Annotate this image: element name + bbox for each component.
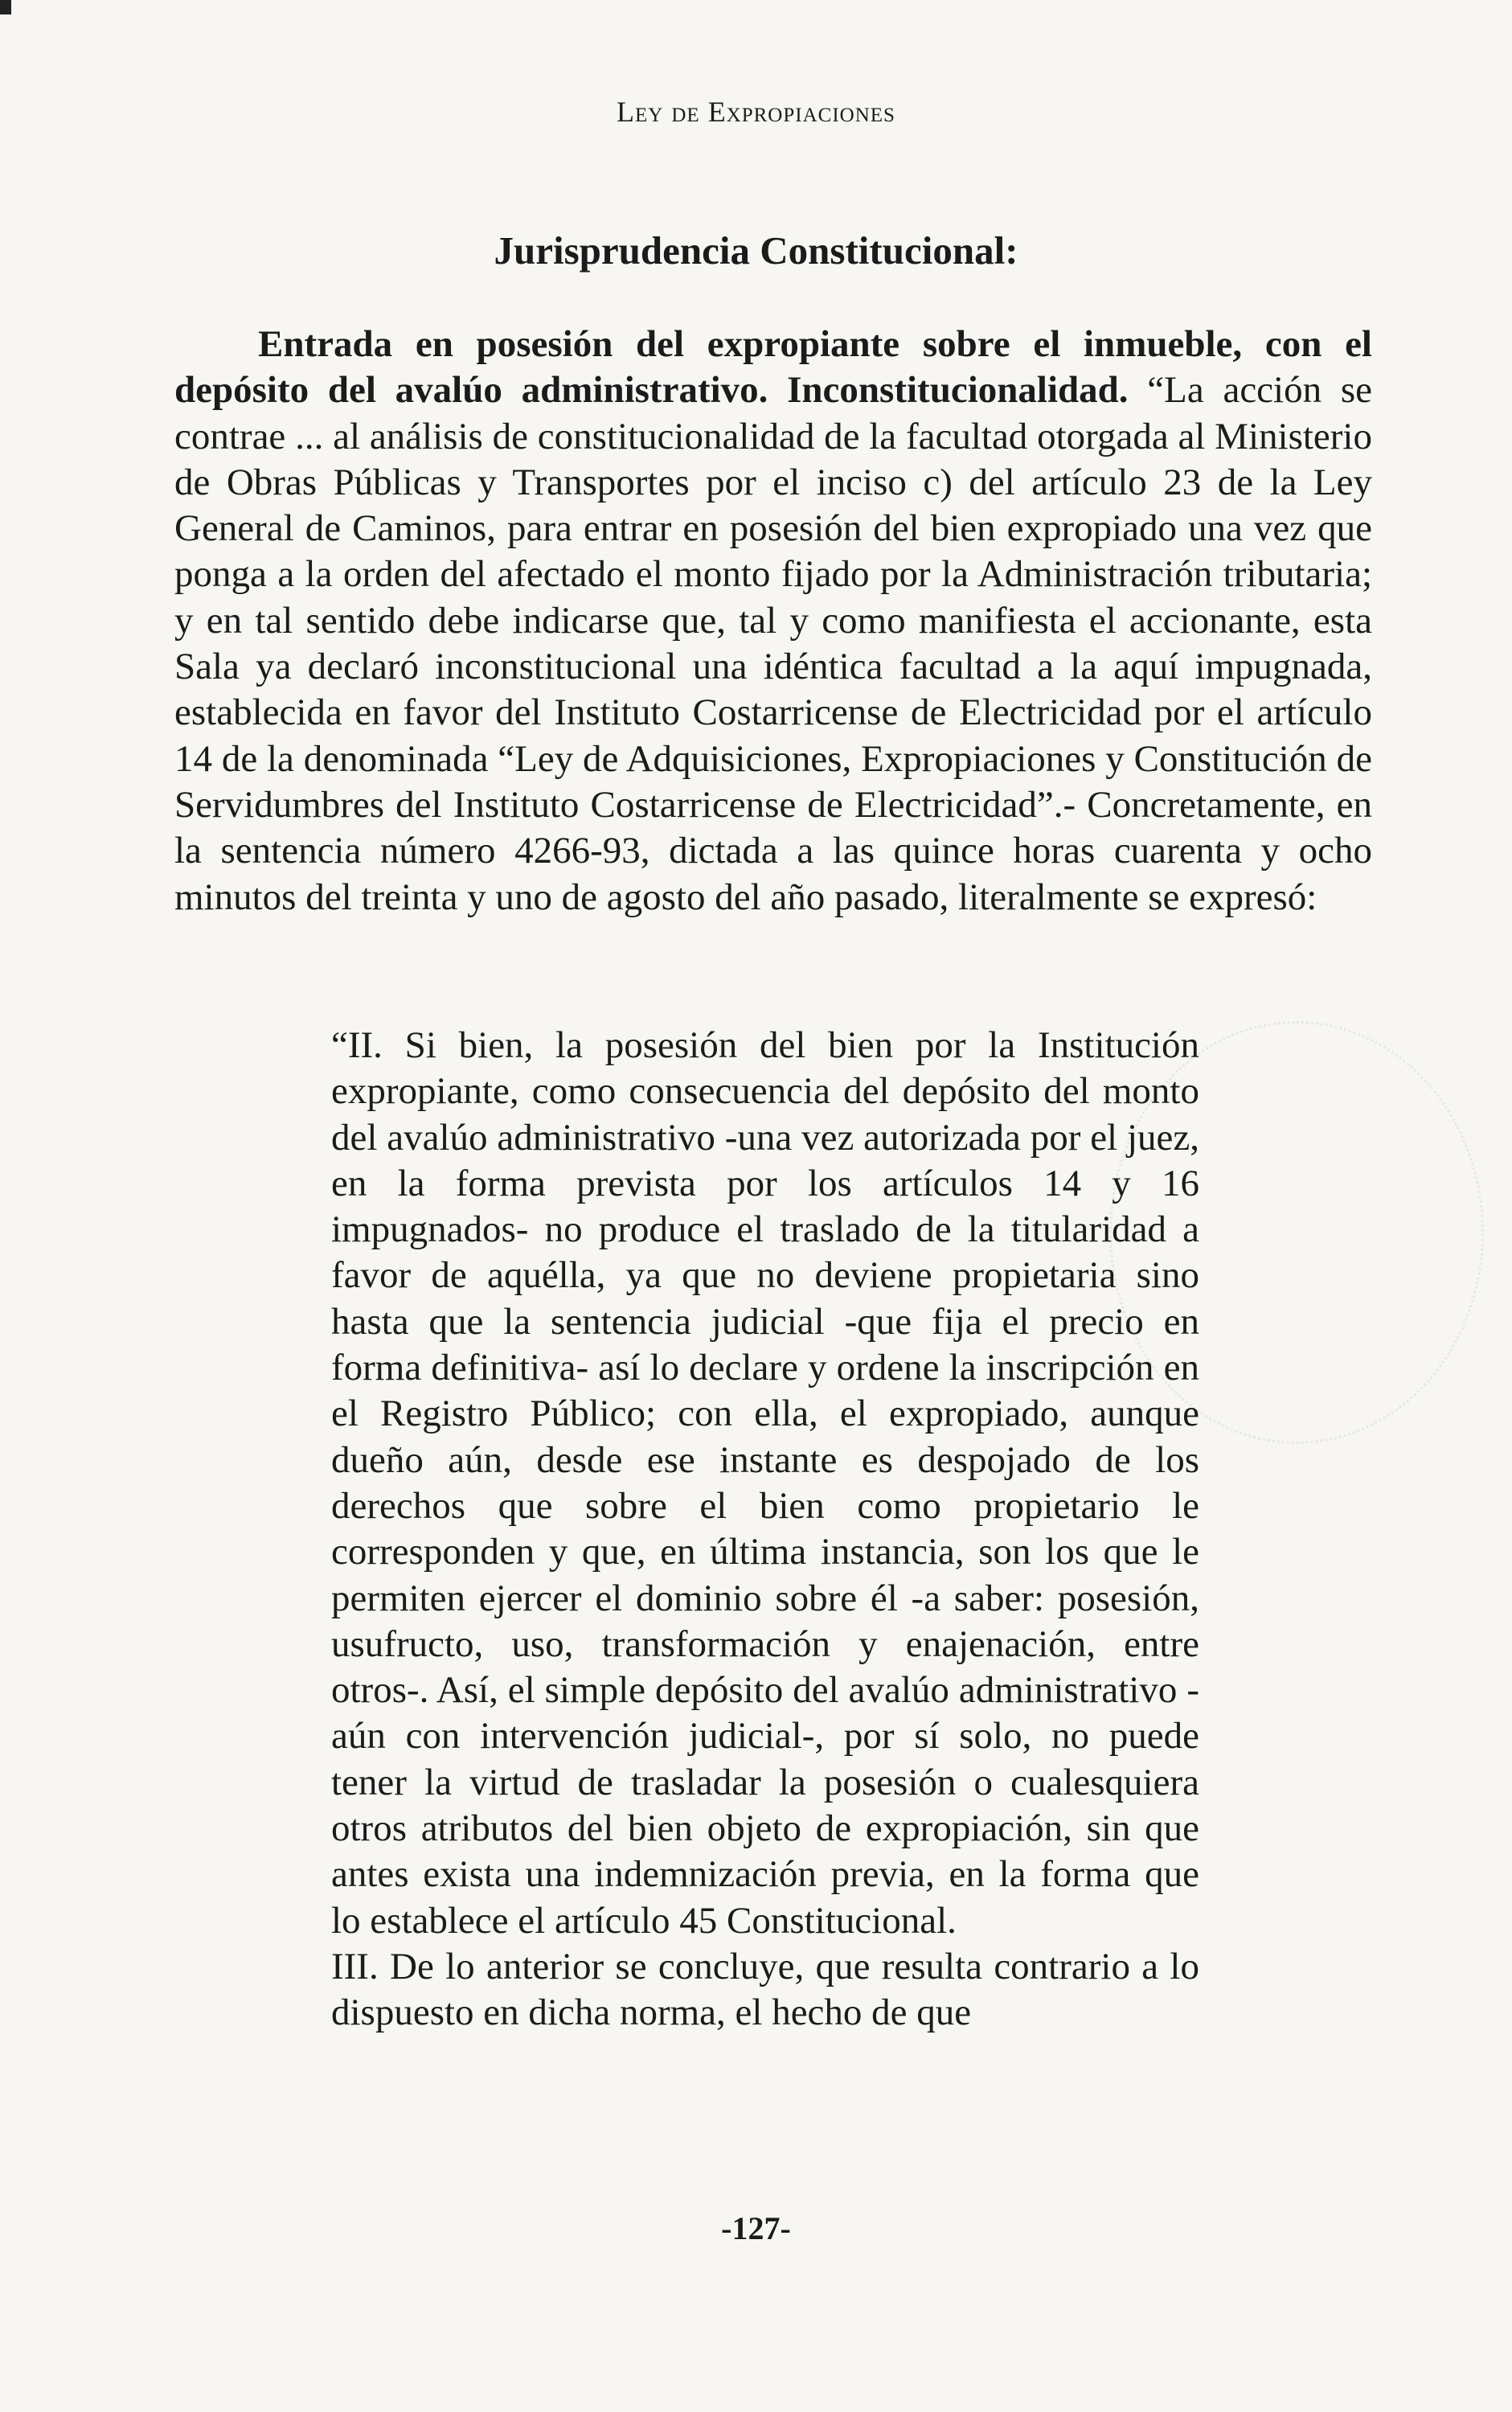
scan-corner-mark (0, 0, 11, 14)
running-header: Ley de Expropiaciones (617, 96, 895, 128)
quote-part-ii: “II. Si bien, la posesión del bien por la Institución expropiante, como consecuencia del depósito del monto del avalúo administrativo -una vez autorizada por el juez, en la forma prevista por los artículos 14 y 16 impugnados- no produce el traslado de la titularidad a favor de aquélla, ya que no deviene propietaria sino hasta que la sentencia judicial -que fija el precio en forma definitiva- así lo declare y ordene la inscripción en el Registro Público; con ella, el expropiado, aunque dueño aún, desde ese instante es despojado de los derechos que sobre el bien como propietario le corresponden y que, en última instancia, son los que le permiten ejercer el dominio sobre él -a saber: posesión, usufructo, uso, transformación y enajenación, entre otros-. Así, el simple depósito del avalúo administrativo -aún con intervención judicial-, por sí solo, no puede tener la virtud de trasladar la posesión o cualesquiera otros atributos del bien objeto de expropiación, sin que antes exista una indemnización previa, en la forma que lo establece el artículo 45 Constitucional. (331, 1024, 1199, 1942)
paragraph-heading: Entrada en posesión del expropiante sobre el inmueble, con el depósito del avalúo administrativo. Inconstitucionalidad. (174, 323, 1372, 412)
block-quote (331, 1023, 1199, 2037)
quote-part-iii: III. De lo anterior se concluye, que resulta contrario a lo dispuesto en dicha norma, el hecho de que (331, 1945, 1199, 2034)
section-title: Jurisprudencia Constitucional: (494, 228, 1018, 273)
paragraph-text: “La acción se contrae ... al análisis de constitucionalidad de la facultad otorgada al Ministerio de Obras Públicas y Transportes por el inciso c) del artículo 23 de la Ley General de Caminos, para entrar en posesión del bien expropiado una vez que ponga a la orden del afectado el monto fijado por la Administración tributaria; y en tal sentido debe indicarse que, tal y como manifiesta el accionante, esta Sala ya declaró inconstitucional una idéntica facultad a la aquí impugnada, establecida en favor del Instituto Costarricense de Electricidad por el artículo 14 de la denominada “Ley de Adquisiciones, Expropiaciones y Constitución de Servidumbres del Instituto Costarricense de Electricidad”.- Concretamente, en la sentencia número 4266-93, dictada a las quince horas cuarenta y ocho minutos del treinta y uno de agosto del año pasado, literalmente se expresó: (174, 369, 1372, 918)
page-number: -127- (721, 2210, 791, 2246)
body-paragraph (174, 322, 1372, 921)
